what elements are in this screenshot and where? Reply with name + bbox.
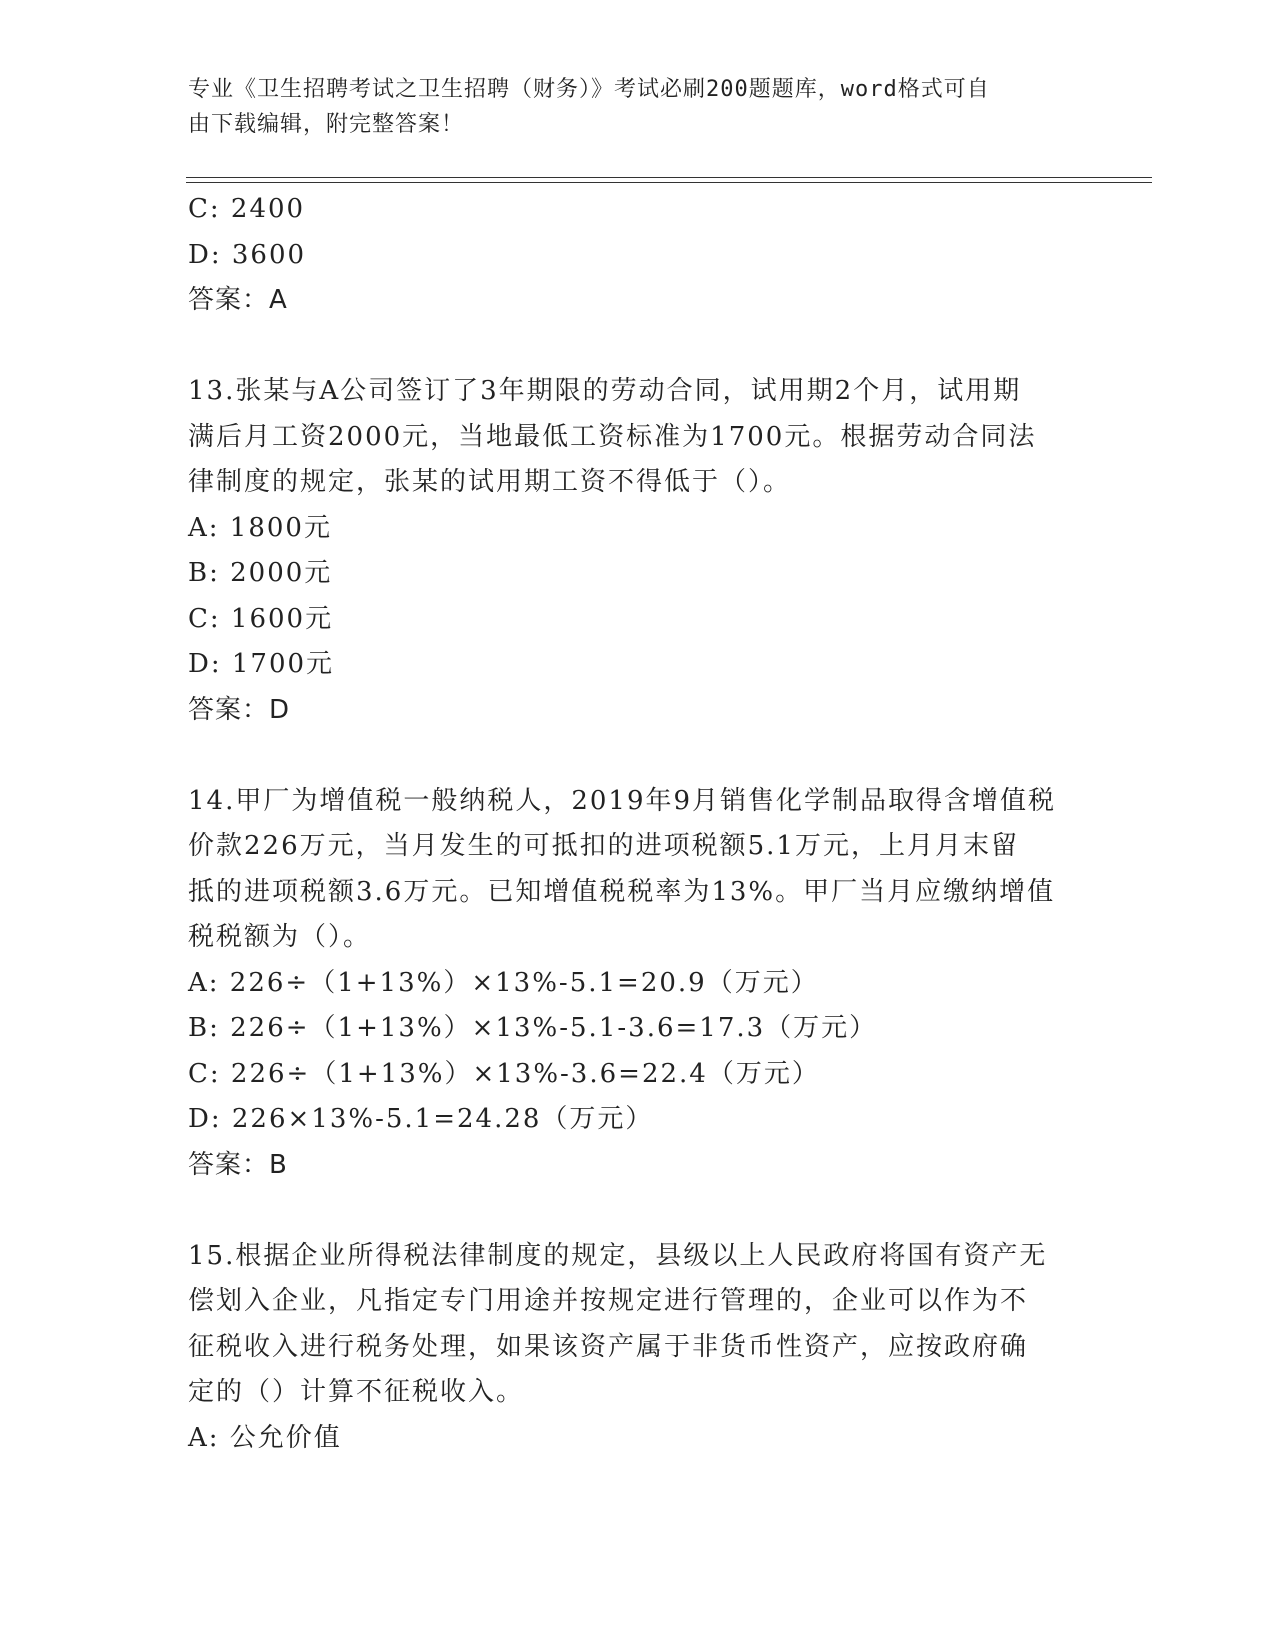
option-a: A: 1800元 [188,512,332,543]
option-c: C: 2400 [188,194,306,224]
question-stem-line: 价款226万元，当月发生的可抵扣的进项税额5.1万元，上月月末留 [188,831,1019,861]
question-stem-line: 15.根据企业所得税法律制度的规定，县级以上人民政府将国有资产无 [188,1240,1048,1271]
option-d: D: 3600 [188,239,307,270]
option-c: C: 1600元 [188,603,334,634]
question-13 [188,369,1088,733]
header-line: 专业《卫生招聘考试之卫生招聘（财务）》考试必刷200题题库，word格式可自 [188,77,990,102]
option-b: B: 2000元 [188,558,333,588]
question-14 [188,779,1088,1189]
document-header [188,72,1088,142]
question-stem-line: 偿划入企业，凡指定专门用途并按规定进行管理的，企业可以作为不 [188,1286,1029,1316]
header-divider [186,177,1152,178]
question-stem-line: 抵的进项税额3.6万元。已知增值税税率为13%。甲厂当月应缴纳增值 [188,876,1056,907]
document-body [188,187,1088,1461]
option-a: A: 公允价值 [188,1422,342,1453]
option-d: D: 226×13%-5.1=24.28（万元） [188,1104,654,1134]
answer-line: 答案：A [188,285,288,315]
question-stem-line: 律制度的规定，张某的试用期工资不得低于（）。 [188,467,792,497]
header-divider [186,182,1152,183]
answer-line: 答案：B [188,1149,288,1180]
question-stem-line: 定的（）计算不征税收入。 [188,1377,525,1407]
question-12-tail [188,187,1088,324]
question-stem-line: 13.张某与A公司签订了3年期限的劳动合同，试用期2个月，试用期 [188,376,1022,406]
question-stem-line: 14.甲厂为增值税一般纳税人，2019年9月销售化学制品取得含增值税 [188,785,1057,816]
option-d: D: 1700元 [188,649,335,679]
header-line: 由下载编辑，附完整答案！ [188,112,465,137]
question-stem-line: 税税额为（）。 [188,922,372,952]
question-15 [188,1234,1088,1462]
question-stem-line: 征税收入进行税务处理，如果该资产属于非货币性资产，应按政府确 [188,1331,1029,1362]
option-c: C: 226÷（1+13%）×13%-3.6=22.4（万元） [188,1058,820,1089]
option-b: B: 226÷（1+13%）×13%-5.1-3.6=17.3（万元） [188,1013,878,1043]
answer-line: 答案：D [188,694,291,725]
option-a: A: 226÷（1+13%）×13%-5.1=20.9（万元） [188,967,819,998]
question-stem-line: 满后月工资2000元，当地最低工资标准为1700元。根据劳动合同法 [188,421,1037,452]
